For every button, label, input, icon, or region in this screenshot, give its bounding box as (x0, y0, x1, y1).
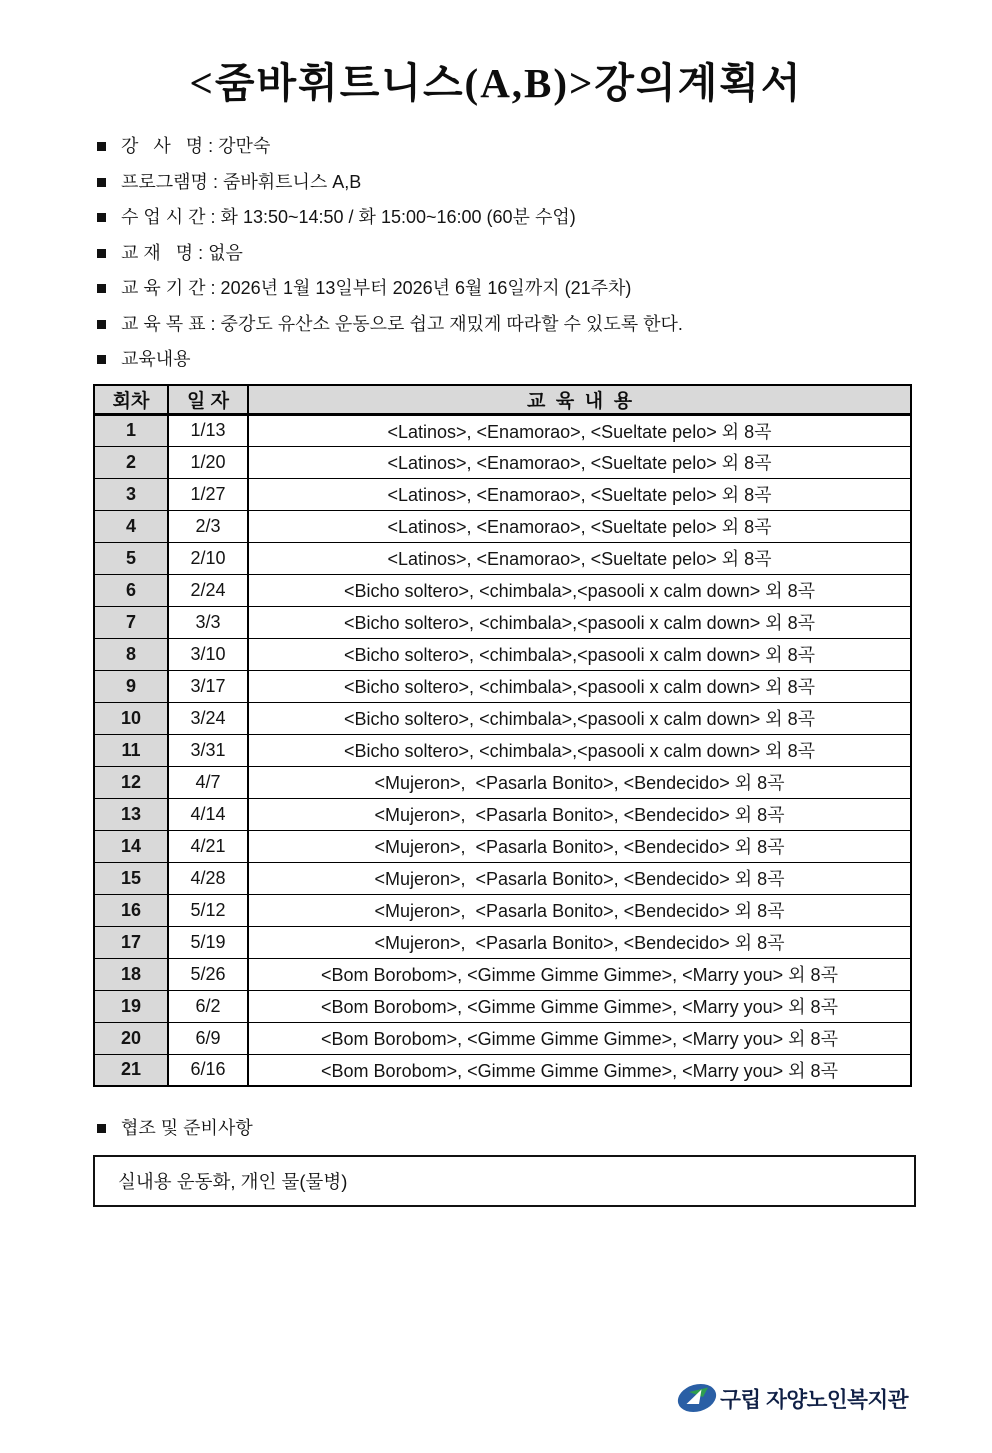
session-number: 15 (94, 862, 168, 894)
session-content: <Mujeron>, <Pasarla Bonito>, <Bendecido> 외 8곡 (248, 926, 911, 958)
session-content: <Mujeron>, <Pasarla Bonito>, <Bendecido> 외 8곡 (248, 894, 911, 926)
table-row (94, 670, 911, 702)
bullet-square-icon (97, 249, 106, 258)
info-item-class-time (97, 206, 992, 229)
footer (676, 1380, 908, 1416)
session-content: <Bicho soltero>, <chimbala>,<pasooli x calm down> 외 8곡 (248, 638, 911, 670)
table-row (94, 990, 911, 1022)
session-number: 21 (94, 1054, 168, 1086)
table-row (94, 926, 911, 958)
table-row (94, 510, 911, 542)
prep-heading (97, 1117, 992, 1140)
session-number: 9 (94, 670, 168, 702)
session-date: 3/17 (168, 670, 248, 702)
session-content: <Bicho soltero>, <chimbala>,<pasooli x calm down> 외 8곡 (248, 734, 911, 766)
info-list (97, 135, 992, 371)
info-item-text: 교육내용 (121, 349, 191, 369)
info-item-period (97, 277, 992, 300)
table-row (94, 958, 911, 990)
session-date: 2/24 (168, 574, 248, 606)
session-number: 2 (94, 446, 168, 478)
info-item-textbook (97, 242, 992, 265)
session-date: 5/19 (168, 926, 248, 958)
info-item-text: 프로그램명 : 줌바휘트니스 A,B (121, 171, 362, 192)
bullet-square-icon (97, 355, 106, 364)
session-date: 2/3 (168, 510, 248, 542)
session-date: 4/28 (168, 862, 248, 894)
info-item-text: 교 육 목 표 : 중강도 유산소 운동으로 쉽고 재밌게 따라할 수 있도록 한다. (121, 313, 683, 334)
table-row (94, 766, 911, 798)
session-number: 5 (94, 542, 168, 574)
table-row (94, 574, 911, 606)
bullet-square-icon (97, 142, 106, 151)
session-content: <Bicho soltero>, <chimbala>,<pasooli x calm down> 외 8곡 (248, 606, 911, 638)
info-item-contents-heading (97, 348, 992, 371)
session-date: 6/2 (168, 990, 248, 1022)
organization-name: 구립 자양노인복지관 (720, 1387, 908, 1412)
bullet-square-icon (97, 178, 106, 187)
bullet-square-icon (97, 1124, 106, 1133)
table-row (94, 830, 911, 862)
table-row (94, 1022, 911, 1054)
session-content: <Mujeron>, <Pasarla Bonito>, <Bendecido> 외 8곡 (248, 830, 911, 862)
session-content: <Bicho soltero>, <chimbala>,<pasooli x calm down> 외 8곡 (248, 670, 911, 702)
schedule-table-wrap (93, 384, 992, 1088)
session-date: 3/3 (168, 606, 248, 638)
prep-heading-text: 협조 및 준비사항 (121, 1118, 253, 1138)
session-number: 3 (94, 478, 168, 510)
session-date: 4/21 (168, 830, 248, 862)
session-date: 3/24 (168, 702, 248, 734)
session-date: 6/9 (168, 1022, 248, 1054)
prep-box (93, 1155, 916, 1207)
session-number: 4 (94, 510, 168, 542)
bullet-square-icon (97, 213, 106, 222)
header-session: 회차 (94, 385, 168, 415)
session-content: <Bom Borobom>, <Gimme Gimme Gimme>, <Marry you> 외 8곡 (248, 1054, 911, 1086)
table-row (94, 862, 911, 894)
header-content: 교 육 내 용 (248, 385, 911, 415)
session-number: 11 (94, 734, 168, 766)
session-content: <Mujeron>, <Pasarla Bonito>, <Bendecido> 외 8곡 (248, 798, 911, 830)
session-number: 17 (94, 926, 168, 958)
info-item-goal (97, 313, 992, 336)
session-date: 1/13 (168, 414, 248, 446)
session-date: 4/7 (168, 766, 248, 798)
table-row (94, 542, 911, 574)
session-number: 12 (94, 766, 168, 798)
session-date: 5/12 (168, 894, 248, 926)
session-date: 4/14 (168, 798, 248, 830)
table-row (94, 702, 911, 734)
table-row (94, 606, 911, 638)
session-date: 2/10 (168, 542, 248, 574)
session-date: 5/26 (168, 958, 248, 990)
table-row (94, 1054, 911, 1086)
session-number: 10 (94, 702, 168, 734)
page-title: <줌바휘트니스(A,B)>강의계획서 (189, 60, 803, 106)
session-content: <Latinos>, <Enamorao>, <Sueltate pelo> 외 8곡 (248, 478, 911, 510)
info-item-text: 교 재 명 : 없음 (121, 242, 243, 263)
document-page (0, 50, 992, 1453)
session-number: 16 (94, 894, 168, 926)
table-row (94, 894, 911, 926)
prep-box-text: 실내용 운동화, 개인 물(물병) (118, 1171, 348, 1192)
session-content: <Mujeron>, <Pasarla Bonito>, <Bendecido> 외 8곡 (248, 862, 911, 894)
table-row (94, 734, 911, 766)
session-date: 3/10 (168, 638, 248, 670)
table-header-row (94, 385, 911, 415)
session-number: 20 (94, 1022, 168, 1054)
session-date: 6/16 (168, 1054, 248, 1086)
bullet-square-icon (97, 320, 106, 329)
session-number: 13 (94, 798, 168, 830)
session-content: <Bom Borobom>, <Gimme Gimme Gimme>, <Marry you> 외 8곡 (248, 1022, 911, 1054)
session-content: <Latinos>, <Enamorao>, <Sueltate pelo> 외 8곡 (248, 414, 911, 446)
schedule-table-body (94, 414, 911, 1086)
organization-logo-icon (676, 1380, 718, 1416)
session-content: <Bom Borobom>, <Gimme Gimme Gimme>, <Marry you> 외 8곡 (248, 990, 911, 1022)
session-number: 6 (94, 574, 168, 606)
table-row (94, 414, 911, 446)
session-date: 1/20 (168, 446, 248, 478)
bullet-square-icon (97, 284, 106, 293)
session-content: <Latinos>, <Enamorao>, <Sueltate pelo> 외 8곡 (248, 446, 911, 478)
table-row (94, 638, 911, 670)
schedule-table-head (94, 385, 911, 415)
session-content: <Latinos>, <Enamorao>, <Sueltate pelo> 외 8곡 (248, 510, 911, 542)
info-item-text: 수 업 시 간 : 화 13:50~14:50 / 화 15:00~16:00 (60분 수업) (121, 207, 576, 227)
schedule-table (93, 384, 912, 1088)
table-row (94, 798, 911, 830)
session-content: <Bicho soltero>, <chimbala>,<pasooli x calm down> 외 8곡 (248, 702, 911, 734)
session-content: <Bicho soltero>, <chimbala>,<pasooli x calm down> 외 8곡 (248, 574, 911, 606)
info-item-instructor (97, 135, 992, 158)
session-number: 8 (94, 638, 168, 670)
table-row (94, 478, 911, 510)
session-number: 7 (94, 606, 168, 638)
table-row (94, 446, 911, 478)
session-number: 18 (94, 958, 168, 990)
info-item-text: 강 사 명 : 강만숙 (121, 136, 271, 156)
session-date: 1/27 (168, 478, 248, 510)
session-number: 19 (94, 990, 168, 1022)
session-content: <Bom Borobom>, <Gimme Gimme Gimme>, <Marry you> 외 8곡 (248, 958, 911, 990)
session-number: 14 (94, 830, 168, 862)
session-content: <Mujeron>, <Pasarla Bonito>, <Bendecido> 외 8곡 (248, 766, 911, 798)
info-item-text: 교 육 기 간 : 2026년 1월 13일부터 2026년 6월 16일까지 (21주차) (121, 278, 632, 298)
session-content: <Latinos>, <Enamorao>, <Sueltate pelo> 외 8곡 (248, 542, 911, 574)
session-number: 1 (94, 414, 168, 446)
header-date: 일 자 (168, 385, 248, 415)
session-date: 3/31 (168, 734, 248, 766)
info-item-program (97, 171, 992, 194)
